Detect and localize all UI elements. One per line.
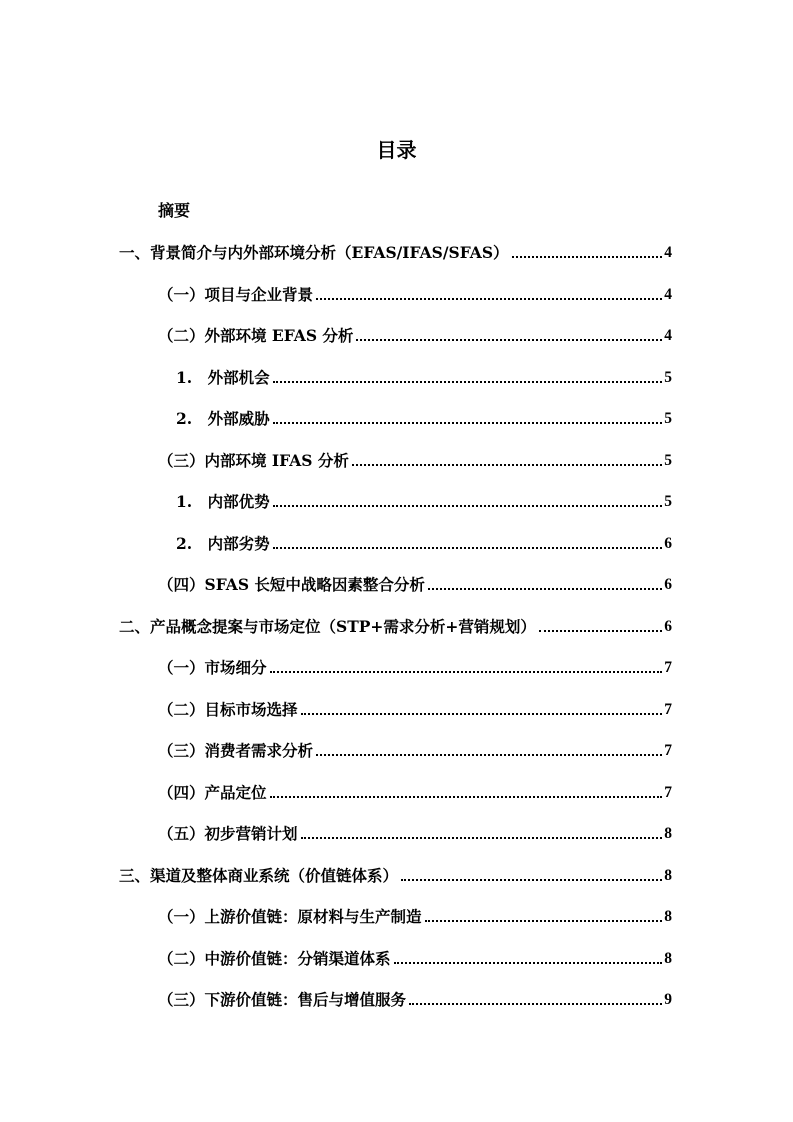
toc-entry[interactable] <box>176 407 672 431</box>
toc-entry-title: 一、背景简介与内外部环境分析（EFAS/IFAS/SFAS） <box>119 243 509 262</box>
toc-abstract-link[interactable]: 摘要 <box>158 201 191 220</box>
toc-leader-dots <box>301 713 663 715</box>
toc-entry-title: （二）中游价值链：分销渠道体系 <box>158 949 391 968</box>
toc-page-number: 7 <box>664 784 672 801</box>
toc-page-number: 8 <box>664 950 672 967</box>
toc-page-number: 6 <box>664 618 672 635</box>
toc-leader-dots <box>425 920 663 922</box>
toc-leader-dots <box>316 754 662 756</box>
toc-entry[interactable] <box>158 988 672 1012</box>
toc-page-number: 6 <box>664 576 672 593</box>
toc-page-number: 7 <box>664 701 672 718</box>
toc-leader-dots <box>409 1003 662 1005</box>
toc-leader-dots <box>352 464 662 466</box>
toc-entry[interactable] <box>119 615 672 639</box>
toc-page-number: 5 <box>664 369 672 386</box>
toc-leader-dots <box>273 505 663 507</box>
toc-page-number: 8 <box>664 908 672 925</box>
toc-entry[interactable] <box>158 947 672 971</box>
toc-entry[interactable] <box>158 698 672 722</box>
toc-leader-dots <box>273 547 663 549</box>
toc-page-number: 7 <box>664 742 672 759</box>
toc-entry-title: （二）目标市场选择 <box>158 700 298 719</box>
toc-entry[interactable] <box>158 324 672 348</box>
toc-entry[interactable] <box>158 905 672 929</box>
toc-leader-dots <box>270 671 663 673</box>
toc-leader-dots <box>301 837 663 839</box>
toc-entry[interactable] <box>158 656 672 680</box>
toc-page-number: 4 <box>664 286 672 303</box>
toc-entry[interactable] <box>158 781 672 805</box>
toc-entry-title: （四）SFAS 长短中战略因素整合分析 <box>158 575 425 594</box>
toc-page-number: 4 <box>664 327 672 344</box>
toc-entry-title: （二）外部环境 EFAS 分析 <box>158 326 354 345</box>
toc-entry[interactable] <box>158 573 672 597</box>
toc-page-number: 5 <box>664 452 672 469</box>
toc-entry-title: （一）项目与企业背景 <box>158 285 314 304</box>
toc-leader-dots <box>539 630 662 632</box>
toc-page-number: 5 <box>664 410 672 427</box>
toc-entry-title: 三、渠道及整体商业系统（价值链体系） <box>119 866 399 885</box>
toc-entry[interactable] <box>158 449 672 473</box>
toc-entry[interactable] <box>158 822 672 846</box>
toc-leader-dots <box>270 796 663 798</box>
toc-leader-dots <box>512 256 663 258</box>
toc-entry-title: 二、产品概念提案与市场定位（STP+需求分析+营销规划） <box>119 617 536 636</box>
toc-leader-dots <box>428 588 662 590</box>
toc-leader-dots <box>316 298 662 300</box>
toc-leader-dots <box>273 381 663 383</box>
toc-entry-title: （五）初步营销计划 <box>158 824 298 843</box>
toc-page-number: 8 <box>664 825 672 842</box>
toc-page-number: 8 <box>664 867 672 884</box>
toc-leader-dots <box>273 422 663 424</box>
toc-entry[interactable] <box>176 532 672 556</box>
toc-entry-title: 1. 外部机会 <box>176 368 270 387</box>
toc-page-number: 7 <box>664 659 672 676</box>
toc-page-number: 4 <box>664 244 672 261</box>
toc-entry-title: （一）上游价值链：原材料与生产制造 <box>158 907 422 926</box>
toc-entry-title: 2. 内部劣势 <box>176 534 270 553</box>
toc-entry-title: （三）消费者需求分析 <box>158 741 314 760</box>
toc-entry[interactable] <box>176 490 672 514</box>
toc-leader-dots <box>394 962 663 964</box>
toc-page-number: 6 <box>664 535 672 552</box>
toc-entry-title: （三）内部环境 IFAS 分析 <box>158 451 349 470</box>
toc-entry-title: （三）下游价值链：售后与增值服务 <box>158 990 407 1009</box>
toc-page-number: 5 <box>664 493 672 510</box>
toc-entry-title: （四）产品定位 <box>158 783 267 802</box>
toc-leader-dots <box>401 879 662 881</box>
page-title: 目录 <box>376 138 417 162</box>
toc-entry[interactable] <box>119 241 672 265</box>
toc-entry-title: 1. 内部优势 <box>176 492 270 511</box>
toc-page-number: 9 <box>664 991 672 1008</box>
toc-entry[interactable] <box>158 739 672 763</box>
toc-leader-dots <box>356 339 662 341</box>
toc-entry[interactable] <box>119 864 672 888</box>
toc-entry[interactable] <box>176 366 672 390</box>
toc-entry-title: （一）市场细分 <box>158 658 267 677</box>
toc-entry[interactable] <box>158 283 672 307</box>
toc-entry-title: 2. 外部威胁 <box>176 409 270 428</box>
